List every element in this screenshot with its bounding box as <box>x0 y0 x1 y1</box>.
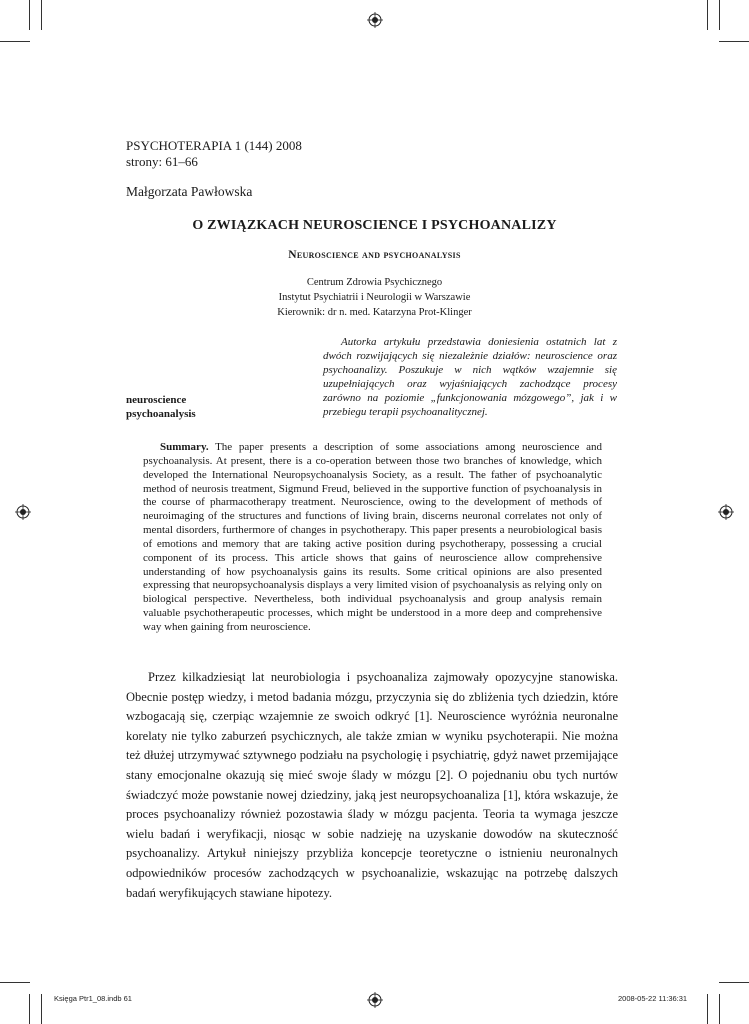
body-paragraph: Przez kilkadziesiąt lat neurobiologia i psychoanaliza zajmowały opozycyjne stanowiska. Obecnie postęp wiedzy, i metod badania mózgu, przyczynia się do zbliżenia tych dziedzin, które wzbogacają się, czerpiąc wzajemnie ze swoich odkryć [1]. Neuroscience wyróżnia neuronalne korelaty nie tylko zaburzeń psychicznych, ale także zmian w wyniku psychoterapii. Nie można też dłużej utrzymywać sztywnego podziału na psychologię i psychiatrię, gdyż nawet przemijające stany emocjonalne okazują się mieć swoje ślady w mózgu [2]. O pojednaniu obu tych nurtów świadczyć może powstanie nowej dziedziny, jaką jest neuropsychoanaliza [1], która wskazuje, że proces psychoanalizy również pozostawia ślady w mózgu pacjenta. Teoria ta wymaga jeszcze wielu badań i weryfikacji, niosąc w sobie nadzieję na uzyskanie dowodów na skuteczność psychoanalizy. Artykuł niniejszy przybliża koncepcje teoretyczne o istnieniu neuronalnych odpowiedników procesów zachodzących w psychoanalizie, wskazując na potrzebę dalszych badań weryfikujących stawiane hipotezy. <box>126 670 618 900</box>
summary-label: Summary. <box>160 441 209 453</box>
registration-mark-icon <box>15 504 31 520</box>
footer-file: Księga Ptr1_08.indb 61 <box>54 994 132 1003</box>
journal-info <box>126 138 302 170</box>
registration-mark-icon <box>718 504 734 520</box>
affiliation-line: Centrum Zdrowia Psychicznego <box>306 277 443 288</box>
crop-mark <box>719 0 720 30</box>
crop-mark <box>707 994 708 1024</box>
english-summary <box>143 441 602 635</box>
polish-abstract: Autorka artykułu przedstawia doniesienia ostatnich lat z dwóch rozwijających się niezależnie działów: neuroscience oraz psychoanalizy. Poszukuje w nich wątków wzajemnie się uzupełniających oraz wyjaśniających zachodzące procesy zarówno na poziomie „funkcjonowania mózgowego”, jak i w przebiegu terapii psychoanalitycznej. <box>323 336 617 419</box>
journal-pages: strony: 61–66 <box>126 154 198 169</box>
crop-mark <box>707 0 708 30</box>
footer-timestamp: 2008-05-22 11:36:31 <box>618 994 688 1003</box>
crop-mark <box>29 994 30 1024</box>
paper-subtitle: Neuroscience and psychoanalysis <box>288 249 461 261</box>
paper-title: O ZWIĄZKACH NEUROSCIENCE I PSYCHOANALIZY <box>192 218 557 233</box>
affiliation <box>0 275 749 320</box>
keywords <box>126 393 196 421</box>
author-name: Małgorzata Pawłowska <box>126 184 253 199</box>
crop-mark <box>719 982 749 983</box>
crop-mark <box>719 994 720 1024</box>
crop-mark <box>41 994 42 1024</box>
keyword: neuroscience <box>126 394 187 406</box>
crop-mark <box>0 982 30 983</box>
keyword: psychoanalysis <box>126 408 196 420</box>
crop-mark <box>29 0 30 30</box>
affiliation-line: Kierownik: dr n. med. Katarzyna Prot-Klinger <box>277 307 472 318</box>
journal-issue: PSYCHOTERAPIA 1 (144) 2008 <box>126 138 302 153</box>
registration-mark-icon <box>367 992 383 1008</box>
summary-text: The paper presents a description of some associations among neuroscience and psychoanalysis. At present, there is a co-operation between those two branches of knowledge, which developed the International Neuropsychoanalysis Society, as a result. The father of psychoanalytic method of neurosis treatment, Sigmund Freud, believed in the supportive function of psychoanalysis in the course of pharmacotherapy treatment. Neuroscience, owing to the development of methods of neuroimaging of the structures and functions of living brain, discerns neuronal correlates not only of mental disorders, furthermore of changes in psychotherapy. This paper presents a neurobiological basis of emotions and memory that are taking active position during psychotherapy, possessing a crucial component of its process. This article shows that gains of neuroscience allow comprehensive understanding of how psychoanalysis gains its results. Some critical opinions are also presented expressing that neuropsychoanalysis displays a very limited vision of psychoanalysis as relying only on biological perspective. Nevertheless, both individual psychoanalysis and group analysis remain valuable psychotherapeutic processes, which might be understood in a more deep and comprehensive way when gaining from neuroscience. <box>143 441 602 633</box>
crop-mark <box>719 41 749 42</box>
registration-mark-icon <box>367 12 383 28</box>
crop-mark <box>41 0 42 30</box>
crop-mark <box>0 41 30 42</box>
affiliation-line: Instytut Psychiatrii i Neurologii w Warszawie <box>278 292 471 303</box>
